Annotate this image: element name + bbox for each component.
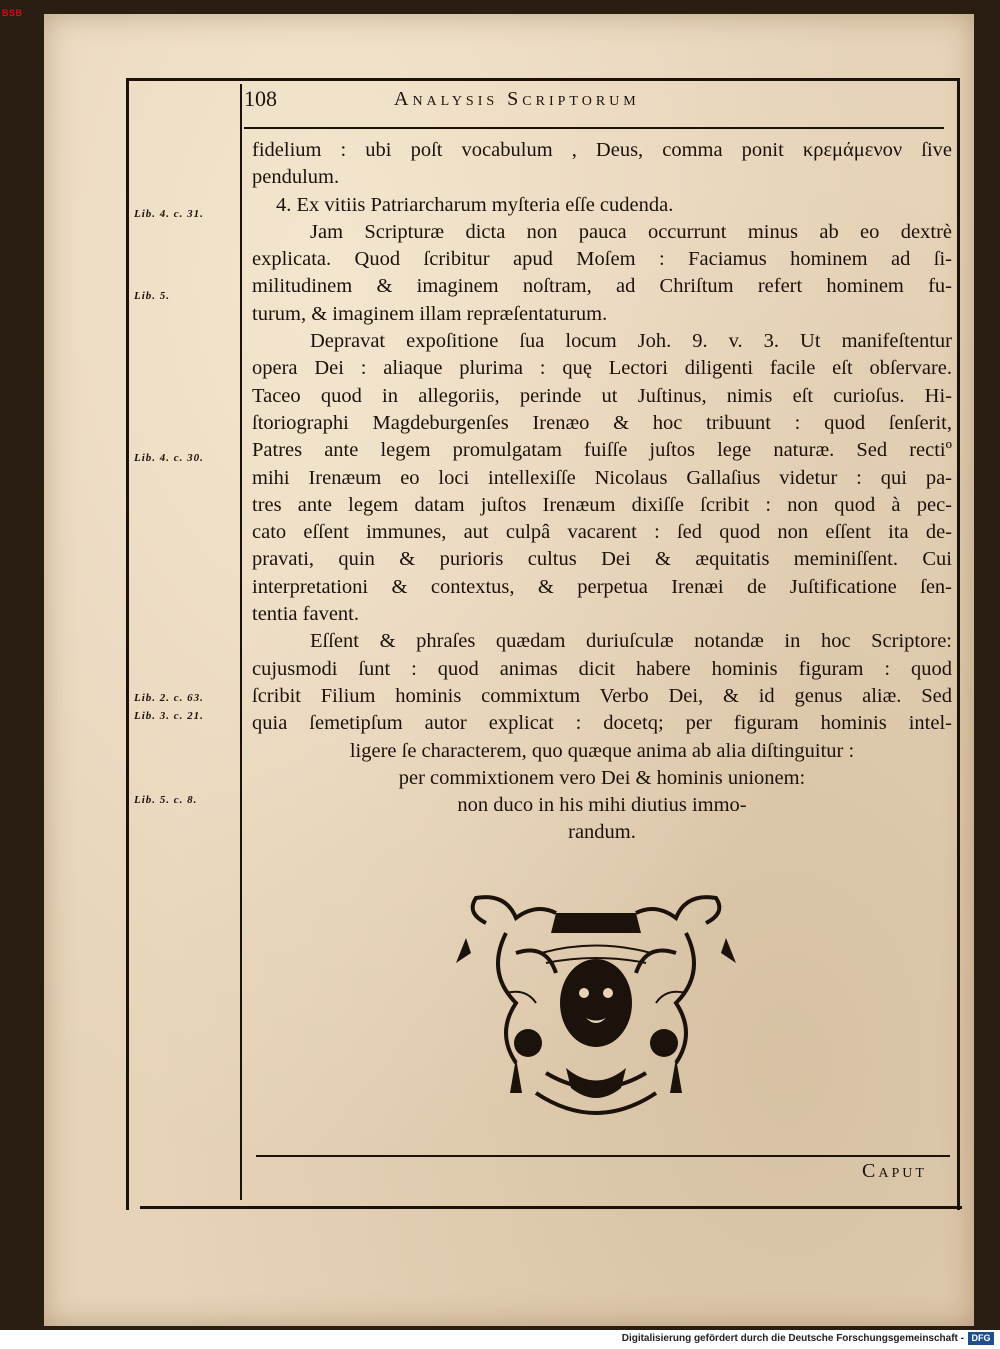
text-line: tentia favent.	[252, 603, 360, 626]
text-line: explicata. Quod ſcribitur apud Moſem : Faciamus hominem ad ſi-	[252, 248, 952, 271]
dfg-logo-icon: DFG	[968, 1332, 994, 1345]
marginal-note: Lib. 3. c. 21.	[134, 710, 204, 722]
digitization-footer	[0, 1330, 1000, 1349]
catchword: Caput	[862, 1160, 927, 1182]
running-head	[244, 86, 950, 120]
library-watermark: BSB	[2, 8, 23, 18]
text-line: quia ſemetipſum autor explicat : docetq; per figuram hominis intel-	[252, 712, 952, 735]
text-line: tres ante legem datam juſtos Irenæum dixiſſe ſcribit : non quod à pec-	[252, 493, 952, 516]
text-line: randum.	[568, 821, 636, 844]
marginal-note: Lib. 4. c. 31.	[134, 208, 204, 220]
marginal-note: Lib. 5.	[134, 290, 171, 302]
text-line: turum, & imaginem illam repræſentaturum.	[252, 302, 608, 325]
text-line: mihi Irenæum eo loci intellexiſſe Nicolaus Gallaſius videtur : qui pa-	[252, 466, 952, 489]
frame-right-rule	[957, 78, 960, 1210]
text-line: Depravat expoſitione ſua locum Joh. 9. v. 3. Ut manifeſtentur	[310, 330, 952, 353]
header-rule	[244, 127, 944, 129]
text-line: Jam Scripturæ dicta non pauca occurrunt minus ab eo dextrè	[310, 220, 952, 243]
body-text	[252, 137, 952, 847]
text-line: ſtoriographi Magdeburgenſes Irenæo & hoc tribuunt : quod ſenſerit,	[252, 411, 952, 434]
marginal-note: Lib. 4. c. 30.	[134, 452, 204, 464]
frame-left-rule	[126, 78, 129, 1210]
marginal-note: Lib. 5. c. 8.	[134, 794, 198, 806]
text-line: Taceo quod in allegoriis, perinde ut Juſtinus, nimis eſt curioſus. Hi-	[252, 384, 952, 407]
frame-bottom-rule	[140, 1206, 962, 1209]
margin-divider-rule	[240, 84, 242, 1200]
text-line: cato eſſent immunes, aut culpâ vacarent : ſed quod non eſſent ita de-	[252, 521, 952, 544]
text-line: non duco in his mihi diutius immo-	[457, 794, 747, 817]
text-line: per commixtionem vero Dei & hominis unionem:	[398, 766, 806, 789]
section-heading: 4. Ex vitiis Patriarcharum myſteria eſſe cudenda.	[276, 193, 674, 216]
text-line: militudinem & imaginem noſtram, ad Chriſtum refert hominem fu-	[252, 275, 952, 298]
text-line: pravati, quin & purioris cultus Dei & æquitatis meminiſſent. Cui	[252, 548, 952, 571]
text-line: cujusmodi ſunt : quod animas dicit habere hominis figuram : quod	[252, 657, 952, 680]
text-line: opera Dei : aliaque plurima : quę Lectori diligenti facile eſt obſervare.	[252, 357, 952, 380]
footer-credit: Digitalisierung gefördert durch die Deutsche Forschungsgemeinschaft -	[621, 1333, 964, 1344]
text-line: Eſſent & phraſes quædam duriuſculæ notandæ in hoc Scriptore:	[310, 630, 952, 653]
frame-top-rule	[126, 78, 960, 81]
text-line: interpretationi & contextus, & perpetua Irenæi de Juſtificatione ſen-	[252, 575, 952, 598]
printers-ornament-icon	[446, 893, 746, 1123]
page-number: 108	[244, 86, 277, 111]
footer-rule	[256, 1155, 950, 1157]
text-line: fidelium : ubi poſt vocabulum , Deus, comma ponit κρεμάμενον ſive	[252, 139, 952, 161]
text-line: ligere ſe characterem, quo quæque anima ab alia diſtinguitur :	[349, 739, 855, 762]
text-line: ſcribit Filium hominis commixtum Verbo Dei, & id genus aliæ. Sed	[252, 684, 952, 707]
marginal-note: Lib. 2. c. 63.	[134, 692, 204, 704]
text-line: pendulum.	[252, 166, 340, 189]
running-title: Analysis Scriptorum	[394, 88, 640, 110]
text-line: Patres ante legem promulgatam fuiſſe juſtos lege naturæ. Sed rectiº	[252, 439, 952, 462]
